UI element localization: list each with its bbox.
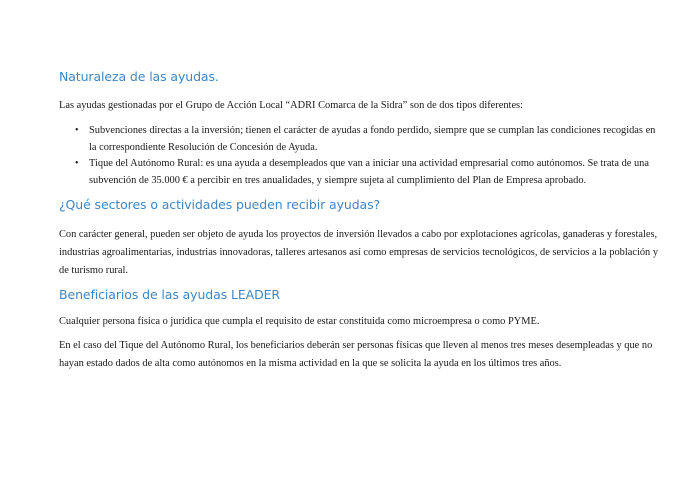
intro-paragraph <box>59 97 639 115</box>
beneficiarios-paragraph-1 <box>59 313 639 331</box>
list-item-line: subvención de 35.000 € a percibir en tres anualidades, y siempre sujeta al cumplimiento del Plan de Empresa aprobado. <box>89 175 587 186</box>
intro-line: Las ayudas gestionadas por el Grupo de Acción Local “ADRI Comarca de la Sidra” son de dos tipos diferentes: <box>59 100 523 111</box>
paragraph-line: Cualquier persona física o jurídica que cumpla el requisito de estar constituida como microempresa o como PYME. <box>59 316 540 327</box>
paragraph-line: hayan estado dados de alta como autónomos en la misma actividad en la que se solicita la ayuda en los últimos tres años. <box>59 358 562 369</box>
beneficiarios-paragraph-2 <box>59 337 653 373</box>
section-heading-sectores: ¿Qué sectores o actividades pueden recibir ayudas? <box>59 197 381 212</box>
paragraph-line: Con carácter general, pueden ser objeto de ayuda los proyectos de inversión llevados a cabo por explotaciones agrícolas, ganaderas y forestales, <box>59 229 658 240</box>
paragraph-line: En el caso del Tique del Autónomo Rural, los beneficiarios deberán ser personas físicas que lleven al menos tres meses desempleadas y que no <box>59 340 653 351</box>
paragraph-line: industrias agroalimentarias, industrias innovadoras, talleres artesanos así como empresas de servicios tecnológicos, de servicios a la población y <box>59 247 659 258</box>
list-item-text <box>89 122 656 156</box>
list-item-line: la correspondiente Resolución de Concesión de Ayuda. <box>89 142 318 153</box>
list-item-line: Subvenciones directas a la inversión; tienen el carácter de ayudas a fondo perdido, siempre que se cumplan las condiciones recogidas en <box>89 125 656 136</box>
section-heading-naturaleza: Naturaleza de las ayudas. <box>59 69 219 84</box>
list-item-text <box>89 155 649 189</box>
paragraph-line: de turismo rural. <box>59 265 128 276</box>
section-heading-beneficiarios: Beneficiarios de las ayudas LEADER <box>59 287 281 302</box>
sectores-paragraph <box>59 226 659 280</box>
bullet-icon: • <box>75 125 79 136</box>
list-item-line: Tique del Autónomo Rural: es una ayuda a desempleados que van a iniciar una actividad empresarial como autónomos. Se trata de una <box>89 158 649 169</box>
bullet-icon: • <box>75 158 79 169</box>
